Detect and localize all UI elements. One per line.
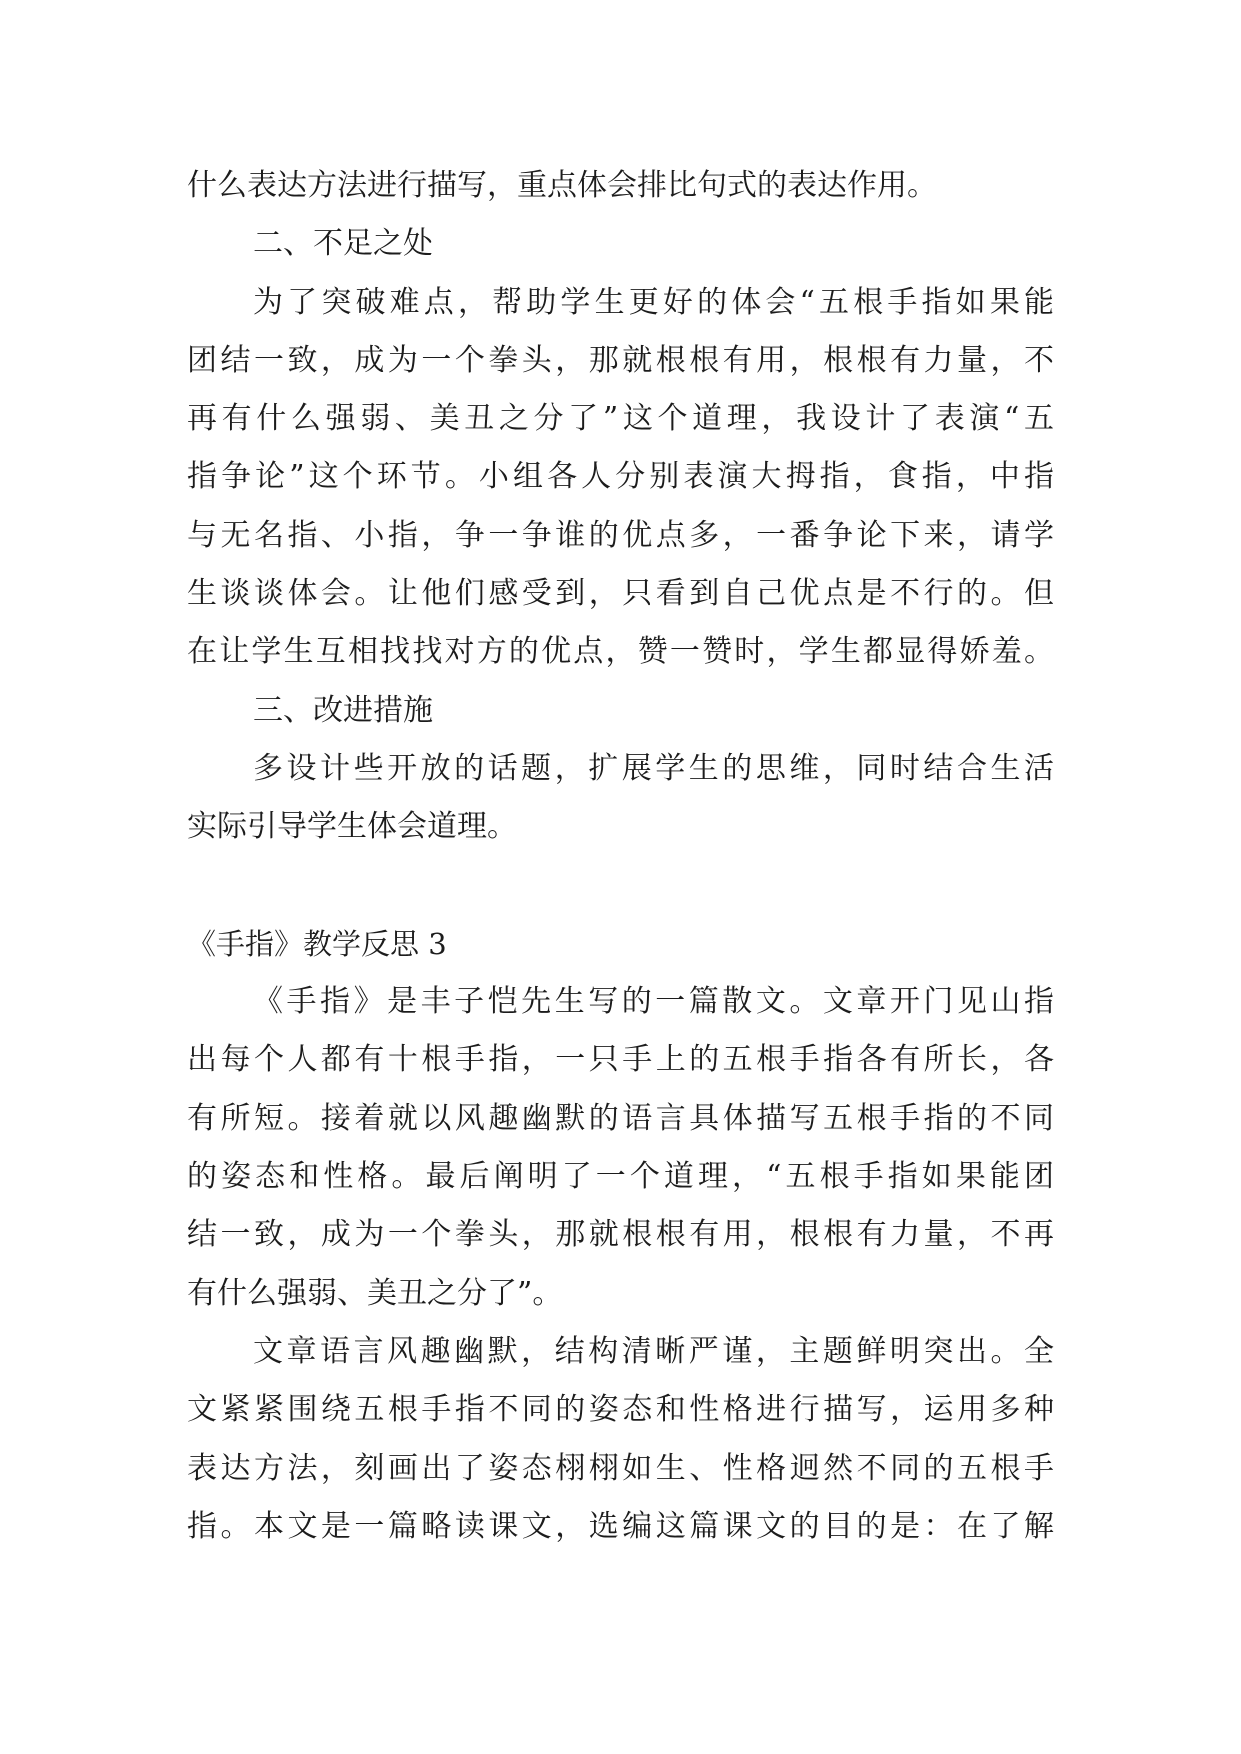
paragraph-line: 为了突破难点，帮助学生更好的体会“五根手指如果能 <box>253 284 1054 320</box>
paragraph-line: 有什么强弱、美丑之分了”。 <box>187 1275 563 1311</box>
paragraph-line: 在让学生互相找找对方的优点，赞一赞时，学生都显得娇羞。 <box>187 634 1054 670</box>
paragraph-line: 多设计些开放的话题，扩展学生的思维，同时结合生活 <box>253 750 1054 786</box>
paragraph-line: 《手指》是丰子恺先生写的一篇散文。文章开门见山指 <box>253 984 1054 1020</box>
reflection-paragraph-1 <box>187 973 1054 1323</box>
paragraph-line: 与无名指、小指，争一争谁的优点多，一番争论下来，请学 <box>187 517 1054 553</box>
paragraph-line: 表达方法，刻画出了姿态栩栩如生、性格迥然不同的五根手 <box>187 1450 1054 1486</box>
paragraph-line: 再有什么强弱、美丑之分了”这个道理，我设计了表演“五 <box>187 401 1054 437</box>
paragraph-line: 文紧紧围绕五根手指不同的姿态和性格进行描写，运用多种 <box>187 1392 1054 1428</box>
reflection-paragraph-2 <box>187 1323 1054 1556</box>
section-heading-improvements: 三、改进措施 <box>253 692 433 728</box>
paragraph-line: 团结一致，成为一个拳头，那就根根有用，根根有力量，不 <box>187 342 1054 378</box>
document-title: 《手指》教学反思 3 <box>187 926 447 961</box>
paragraph-line: 什么表达方法进行描写，重点体会排比句式的表达作用。 <box>187 168 937 203</box>
section-2-paragraph <box>187 274 1054 682</box>
paragraph-line: 生谈谈体会。让他们感受到，只看到自己优点是不行的。但 <box>187 576 1054 612</box>
paragraph-line: 出每个人都有十根手指，一只手上的五根手指各有所长，各 <box>187 1042 1054 1078</box>
paragraph-line: 实际引导学生体会道理。 <box>187 809 517 845</box>
document-body <box>187 157 1054 1556</box>
paragraph-line: 指。本文是一篇略读课文，选编这篇课文的目的是：在了解 <box>187 1508 1054 1544</box>
section-heading-shortcomings: 二、不足之处 <box>253 226 433 262</box>
blank-line <box>187 857 1054 915</box>
paragraph-line: 指争论”这个环节。小组各人分别表演大拇指，食指，中指 <box>187 459 1054 495</box>
paragraph-line: 结一致，成为一个拳头，那就根根有用，根根有力量，不再 <box>187 1217 1054 1253</box>
paragraph-line: 有所短。接着就以风趣幽默的语言具体描写五根手指的不同 <box>187 1100 1054 1136</box>
paragraph-line: 文章语言风趣幽默，结构清晰严谨，主题鲜明突出。全 <box>253 1333 1054 1369</box>
section-3-paragraph <box>187 740 1054 857</box>
paragraph-line: 的姿态和性格。最后阐明了一个道理，“五根手指如果能团 <box>187 1159 1054 1195</box>
